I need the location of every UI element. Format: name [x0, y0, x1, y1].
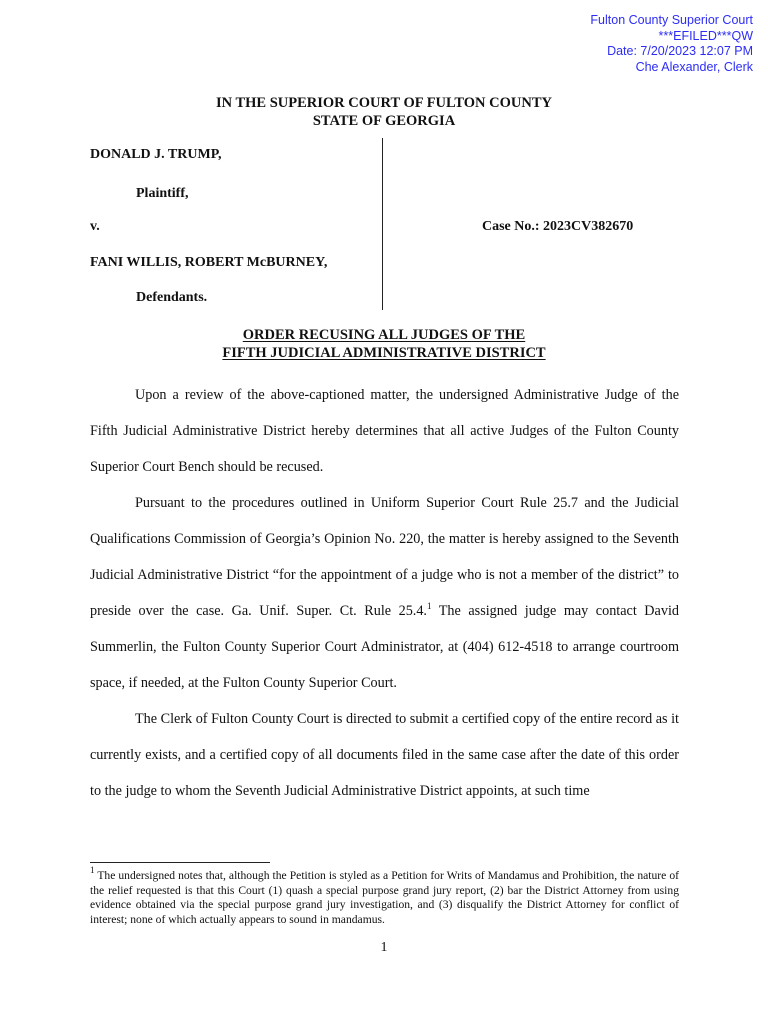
paragraph-2-text-a: Pursuant to the procedures outlined in Uniform Superior Court Rule 25.7 and the Judicial Qualifications Commission of Georgia’s Opinion No. 220, the matter is hereby assigned to the Seventh Judicial Administrative District “for the appointment of a judge who is not a member of the district” to preside over the case. Ga. Unif. Super. Ct. Rule 25.4. — [90, 495, 679, 619]
plaintiff-name: DONALD J. TRUMP, — [90, 147, 222, 162]
order-title-line1: ORDER RECUSING ALL JUDGES OF THE — [242, 327, 526, 343]
plaintiff-role: Plaintiff, — [136, 186, 189, 201]
order-title-line2: FIFTH JUDICIAL ADMINISTRATIVE DISTRICT — [222, 345, 546, 361]
footnote-text: The undersigned notes that, although the Petition is styled as a Petition for Writs of Mandamus and Prohibition, the nature of the relief requested is that this Court (1) quash a special purpose grand jury report, (2) bar the District Attorney from using evidence obtained via the special purpose grand jury investigation, and (3) disqualify the District Attorney for conflict of interest; none of which actually appears to sound in mandamus. — [90, 869, 679, 927]
court-header-line2: STATE OF GEORGIA — [312, 113, 456, 129]
paragraph-3: The Clerk of Fulton County Court is directed to submit a certified copy of the entire record as it currently exists, and a certified copy of all documents filed in the same case after the date of this order to the judge to whom the Seventh Judicial Administrative District appoints, at such time — [90, 711, 679, 799]
stamp-status: ***EFILED***QW — [658, 28, 753, 43]
paragraph-2 — [90, 485, 679, 701]
versus: v. — [90, 219, 100, 234]
footnote — [90, 865, 679, 928]
caption-divider — [382, 138, 383, 310]
stamp-court: Fulton County Superior Court — [590, 13, 753, 27]
stamp-date: Date: 7/20/2023 12:07 PM — [607, 44, 753, 58]
paragraph-1: Upon a review of the above-captioned matter, the undersigned Administrative Judge of the Fifth Judicial Administrative District hereby determines that all active Judges of the Fulton County Superior Court Bench should be recused. — [90, 387, 679, 475]
paragraph-2-text-b: The assigned judge may contact David Summerlin, the Fulton County Superior Court Administrator, at (404) 612-4518 to arrange courtroom space, if needed, at the Fulton County Superior Court. — [90, 603, 679, 691]
efile-stamp — [590, 13, 753, 75]
defendants-names: FANI WILLIS, ROBERT McBURNEY, — [90, 255, 328, 270]
court-header — [0, 94, 768, 130]
court-header-line1: IN THE SUPERIOR COURT OF FULTON COUNTY — [215, 95, 552, 111]
case-number: Case No.: 2023CV382670 — [482, 219, 634, 234]
footnote-reference[interactable]: 1 — [426, 601, 432, 611]
order-title — [0, 326, 768, 362]
footnote-separator — [90, 862, 270, 863]
footnote-marker: 1 — [90, 865, 95, 875]
page-number: 1 — [380, 940, 388, 955]
stamp-clerk: Che Alexander, Clerk — [635, 59, 753, 74]
defendants-role: Defendants. — [136, 290, 208, 305]
order-body — [90, 377, 679, 809]
